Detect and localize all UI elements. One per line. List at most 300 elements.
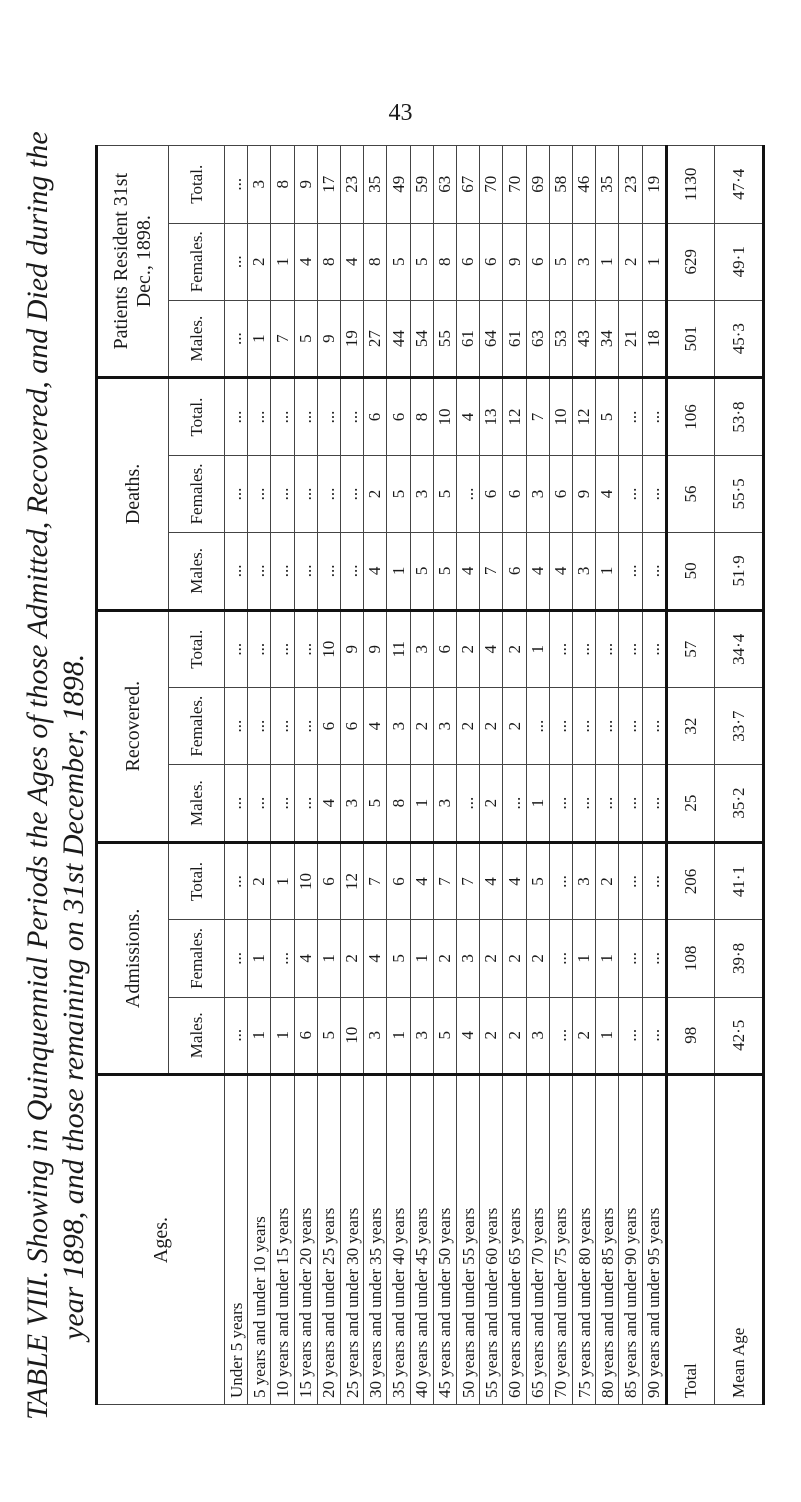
deaths-total-cell: 5: [596, 378, 619, 455]
admissions-females-cell: 1: [248, 920, 271, 997]
header-ages: Ages.: [97, 1075, 225, 1405]
admissions-females-cell: 1: [573, 920, 596, 997]
deaths-females-cell: 2: [364, 455, 387, 532]
resident-females-cell: 5: [549, 223, 572, 300]
recovered-total-cell: ...: [248, 610, 271, 687]
recovered-total-cell: 9: [341, 610, 364, 687]
resident-males-cell: 63: [526, 300, 549, 377]
mean-admissions-females: 39·8: [715, 920, 764, 997]
admissions-males-cell: 6: [294, 997, 317, 1074]
table-row: [248, 146, 271, 1405]
total-admissions-females: 108: [666, 920, 715, 997]
table-row: [549, 146, 572, 1405]
age-range-cell: 90 years and under 95 years: [642, 1075, 666, 1405]
deaths-females-cell: ...: [619, 455, 642, 532]
resident-total-cell: 23: [619, 146, 642, 224]
age-range-cell: 70 years and under 75 years: [549, 1075, 572, 1405]
admissions-females-cell: 2: [433, 920, 456, 997]
admissions-total-cell: ...: [225, 842, 248, 919]
mean-resident-males: 45·3: [715, 300, 764, 377]
deaths-males-cell: ...: [317, 533, 340, 610]
admissions-males-cell: ...: [549, 997, 572, 1074]
admissions-total-cell: 7: [457, 842, 480, 919]
table-row: [271, 146, 294, 1405]
deaths-total-cell: 12: [503, 378, 526, 455]
table-row: [433, 146, 456, 1405]
age-range-cell: Under 5 years: [225, 1075, 248, 1405]
resident-total-cell: 69: [526, 146, 549, 224]
resident-females-cell: 8: [364, 223, 387, 300]
admissions-males-cell: 2: [503, 997, 526, 1074]
mean-age-label: Mean Age: [715, 1075, 764, 1405]
admissions-total-cell: ...: [549, 842, 572, 919]
resident-males-cell: 18: [642, 300, 666, 377]
recovered-total-cell: ...: [549, 610, 572, 687]
total-admissions-total: 206: [666, 842, 715, 919]
table-row: [294, 146, 317, 1405]
recovered-males-cell: 1: [410, 765, 433, 842]
admissions-total-cell: 4: [410, 842, 433, 919]
resident-total-cell: 9: [294, 146, 317, 224]
resident-females-cell: 9: [503, 223, 526, 300]
table-row: [619, 146, 642, 1405]
resident-females-cell: 4: [341, 223, 364, 300]
subheader-females: Females.: [169, 687, 225, 764]
recovered-total-cell: ...: [573, 610, 596, 687]
recovered-females-cell: ...: [642, 687, 666, 764]
ages-table: [95, 145, 765, 1405]
subheader-males: Males.: [169, 997, 225, 1074]
resident-total-cell: 59: [410, 146, 433, 224]
admissions-males-cell: ...: [619, 997, 642, 1074]
table-row: [480, 146, 503, 1405]
deaths-females-cell: 6: [503, 455, 526, 532]
resident-males-cell: 5: [294, 300, 317, 377]
age-range-cell: 20 years and under 25 years: [317, 1075, 340, 1405]
deaths-total-cell: ...: [341, 378, 364, 455]
resident-females-cell: 2: [619, 223, 642, 300]
admissions-females-cell: 1: [317, 920, 340, 997]
deaths-females-cell: ...: [317, 455, 340, 532]
recovered-total-cell: ...: [642, 610, 666, 687]
deaths-females-cell: 3: [410, 455, 433, 532]
table-label: TABLE VIII.: [21, 1270, 54, 1420]
table-row: [526, 146, 549, 1405]
table-row: [573, 146, 596, 1405]
deaths-males-cell: 5: [410, 533, 433, 610]
recovered-males-cell: ...: [503, 765, 526, 842]
age-range-cell: 10 years and under 15 years: [271, 1075, 294, 1405]
admissions-females-cell: 1: [410, 920, 433, 997]
recovered-females-cell: 2: [503, 687, 526, 764]
resident-males-cell: 34: [596, 300, 619, 377]
admissions-females-cell: 2: [503, 920, 526, 997]
recovered-males-cell: ...: [642, 765, 666, 842]
recovered-total-cell: 6: [433, 610, 456, 687]
total-recovered-males: 25: [666, 765, 715, 842]
resident-females-cell: 1: [596, 223, 619, 300]
mean-admissions-males: 42·5: [715, 997, 764, 1074]
mean-resident-total: 47·4: [715, 146, 764, 224]
total-label: Total: [666, 1075, 715, 1405]
age-range-cell: 50 years and under 55 years: [457, 1075, 480, 1405]
header-resident: Patients Resident 31st Dec., 1898.: [97, 146, 169, 378]
resident-females-cell: 6: [526, 223, 549, 300]
admissions-males-cell: 3: [526, 997, 549, 1074]
admissions-males-cell: ...: [225, 997, 248, 1074]
resident-total-cell: 67: [457, 146, 480, 224]
recovered-total-cell: ...: [619, 610, 642, 687]
resident-total-cell: 46: [573, 146, 596, 224]
deaths-total-cell: ...: [248, 378, 271, 455]
deaths-females-cell: 5: [433, 455, 456, 532]
table-row: [596, 146, 619, 1405]
mean-deaths-total: 53·8: [715, 378, 764, 455]
total-deaths-total: 106: [666, 378, 715, 455]
age-range-cell: 35 years and under 40 years: [387, 1075, 410, 1405]
recovered-females-cell: ...: [526, 687, 549, 764]
subheader-females: Females.: [169, 920, 225, 997]
admissions-females-cell: ...: [271, 920, 294, 997]
resident-total-cell: 19: [642, 146, 666, 224]
mean-recovered-females: 33·7: [715, 687, 764, 764]
admissions-males-cell: 3: [410, 997, 433, 1074]
recovered-total-cell: ...: [271, 610, 294, 687]
resident-males-cell: 44: [387, 300, 410, 377]
recovered-males-cell: ...: [619, 765, 642, 842]
resident-total-cell: 70: [480, 146, 503, 224]
recovered-males-cell: ...: [596, 765, 619, 842]
admissions-total-cell: 7: [364, 842, 387, 919]
table-row: [317, 146, 340, 1405]
age-range-cell: 60 years and under 65 years: [503, 1075, 526, 1405]
recovered-total-cell: 2: [503, 610, 526, 687]
resident-males-cell: 21: [619, 300, 642, 377]
age-range-cell: 40 years and under 45 years: [410, 1075, 433, 1405]
admissions-males-cell: ...: [642, 997, 666, 1074]
deaths-females-cell: ...: [341, 455, 364, 532]
admissions-total-cell: 2: [596, 842, 619, 919]
admissions-total-cell: 6: [387, 842, 410, 919]
deaths-total-cell: 6: [364, 378, 387, 455]
deaths-total-cell: 4: [457, 378, 480, 455]
recovered-males-cell: 5: [364, 765, 387, 842]
admissions-females-cell: 5: [387, 920, 410, 997]
subheader-males: Males.: [169, 765, 225, 842]
recovered-total-cell: ...: [596, 610, 619, 687]
resident-males-cell: 43: [573, 300, 596, 377]
recovered-males-cell: ...: [573, 765, 596, 842]
deaths-females-cell: 6: [549, 455, 572, 532]
resident-total-cell: ...: [225, 146, 248, 224]
total-row: [666, 146, 715, 1405]
admissions-males-cell: 4: [457, 997, 480, 1074]
resident-females-cell: 8: [317, 223, 340, 300]
subheader-females: Females.: [169, 223, 225, 300]
recovered-females-cell: ...: [248, 687, 271, 764]
resident-total-cell: 70: [503, 146, 526, 224]
subheader-females: Females.: [169, 455, 225, 532]
resident-males-cell: 61: [457, 300, 480, 377]
deaths-males-cell: ...: [294, 533, 317, 610]
resident-total-cell: 8: [271, 146, 294, 224]
deaths-total-cell: 13: [480, 378, 503, 455]
admissions-total-cell: 6: [317, 842, 340, 919]
admissions-males-cell: 2: [573, 997, 596, 1074]
resident-total-cell: 35: [596, 146, 619, 224]
admissions-males-cell: 1: [271, 997, 294, 1074]
deaths-females-cell: 4: [596, 455, 619, 532]
total-deaths-males: 50: [666, 533, 715, 610]
admissions-females-cell: 1: [596, 920, 619, 997]
age-range-cell: 15 years and under 20 years: [294, 1075, 317, 1405]
age-range-cell: 55 years and under 60 years: [480, 1075, 503, 1405]
recovered-females-cell: ...: [619, 687, 642, 764]
resident-females-cell: 5: [387, 223, 410, 300]
admissions-females-cell: ...: [642, 920, 666, 997]
table-row: [503, 146, 526, 1405]
resident-males-cell: 64: [480, 300, 503, 377]
resident-total-cell: 58: [549, 146, 572, 224]
resident-males-cell: 55: [433, 300, 456, 377]
table-row: [457, 146, 480, 1405]
admissions-total-cell: 12: [341, 842, 364, 919]
age-range-cell: 85 years and under 90 years: [619, 1075, 642, 1405]
admissions-total-cell: 4: [503, 842, 526, 919]
header-recovered: Recovered.: [97, 610, 169, 842]
admissions-females-cell: ...: [549, 920, 572, 997]
recovered-males-cell: 4: [317, 765, 340, 842]
resident-females-cell: 8: [433, 223, 456, 300]
deaths-total-cell: ...: [317, 378, 340, 455]
deaths-females-cell: ...: [642, 455, 666, 532]
resident-total-cell: 63: [433, 146, 456, 224]
resident-males-cell: 9: [317, 300, 340, 377]
age-range-cell: 30 years and under 35 years: [364, 1075, 387, 1405]
recovered-males-cell: 2: [480, 765, 503, 842]
resident-females-cell: 1: [271, 223, 294, 300]
recovered-males-cell: 3: [433, 765, 456, 842]
deaths-total-cell: 7: [526, 378, 549, 455]
admissions-females-cell: ...: [619, 920, 642, 997]
resident-males-cell: 61: [503, 300, 526, 377]
total-resident-total: 1130: [666, 146, 715, 224]
age-range-cell: 5 years and under 10 years: [248, 1075, 271, 1405]
mean-recovered-males: 35·2: [715, 765, 764, 842]
mean-deaths-females: 55·5: [715, 455, 764, 532]
admissions-males-cell: 1: [248, 997, 271, 1074]
deaths-males-cell: ...: [225, 533, 248, 610]
deaths-females-cell: ...: [457, 455, 480, 532]
table-row: [410, 146, 433, 1405]
mean-recovered-total: 34·4: [715, 610, 764, 687]
resident-total-cell: 3: [248, 146, 271, 224]
resident-total-cell: 35: [364, 146, 387, 224]
resident-females-cell: ...: [225, 223, 248, 300]
deaths-total-cell: ...: [294, 378, 317, 455]
total-resident-males: 501: [666, 300, 715, 377]
deaths-females-cell: 3: [526, 455, 549, 532]
deaths-total-cell: ...: [642, 378, 666, 455]
resident-females-cell: 6: [480, 223, 503, 300]
total-deaths-females: 56: [666, 455, 715, 532]
admissions-females-cell: 2: [480, 920, 503, 997]
title-line-1: Showing in Quinquennial Periods the Ages of those Admitted, Recovered, and Died during the: [21, 131, 54, 1264]
admissions-females-cell: 3: [457, 920, 480, 997]
deaths-males-cell: ...: [619, 533, 642, 610]
age-range-cell: 65 years and under 70 years: [526, 1075, 549, 1405]
recovered-females-cell: ...: [549, 687, 572, 764]
recovered-males-cell: ...: [248, 765, 271, 842]
table-row: [225, 146, 248, 1405]
deaths-total-cell: ...: [225, 378, 248, 455]
recovered-males-cell: ...: [271, 765, 294, 842]
subheader-total: Total.: [169, 146, 225, 224]
admissions-total-cell: ...: [619, 842, 642, 919]
admissions-total-cell: ...: [642, 842, 666, 919]
resident-males-cell: 19: [341, 300, 364, 377]
header-admissions: Admissions.: [97, 842, 169, 1074]
deaths-total-cell: ...: [619, 378, 642, 455]
deaths-females-cell: ...: [271, 455, 294, 532]
recovered-males-cell: 3: [341, 765, 364, 842]
resident-females-cell: 3: [573, 223, 596, 300]
recovered-females-cell: ...: [596, 687, 619, 764]
resident-total-cell: 49: [387, 146, 410, 224]
recovered-total-cell: 11: [387, 610, 410, 687]
deaths-females-cell: ...: [294, 455, 317, 532]
deaths-males-cell: 6: [503, 533, 526, 610]
recovered-total-cell: 9: [364, 610, 387, 687]
recovered-total-cell: 2: [457, 610, 480, 687]
deaths-males-cell: 3: [573, 533, 596, 610]
admissions-females-cell: 2: [341, 920, 364, 997]
resident-males-cell: 7: [271, 300, 294, 377]
subheader-total: Total.: [169, 842, 225, 919]
deaths-females-cell: 5: [387, 455, 410, 532]
admissions-males-cell: 5: [433, 997, 456, 1074]
recovered-females-cell: 6: [317, 687, 340, 764]
resident-females-cell: 1: [642, 223, 666, 300]
recovered-males-cell: ...: [549, 765, 572, 842]
deaths-total-cell: ...: [271, 378, 294, 455]
age-range-cell: 25 years and under 30 years: [341, 1075, 364, 1405]
recovered-males-cell: ...: [457, 765, 480, 842]
recovered-total-cell: 3: [410, 610, 433, 687]
subheader-total: Total.: [169, 378, 225, 455]
deaths-males-cell: 5: [433, 533, 456, 610]
deaths-total-cell: 8: [410, 378, 433, 455]
resident-total-cell: 23: [341, 146, 364, 224]
deaths-males-cell: 1: [387, 533, 410, 610]
recovered-males-cell: ...: [294, 765, 317, 842]
age-range-cell: 45 years and under 50 years: [433, 1075, 456, 1405]
recovered-total-cell: 1: [526, 610, 549, 687]
recovered-females-cell: 6: [341, 687, 364, 764]
deaths-males-cell: ...: [271, 533, 294, 610]
recovered-total-cell: ...: [225, 610, 248, 687]
total-admissions-males: 98: [666, 997, 715, 1074]
admissions-males-cell: 3: [364, 997, 387, 1074]
recovered-females-cell: 3: [433, 687, 456, 764]
admissions-total-cell: 4: [480, 842, 503, 919]
page-number: 43: [388, 100, 413, 126]
deaths-males-cell: 7: [480, 533, 503, 610]
table-row: [341, 146, 364, 1405]
deaths-males-cell: 4: [364, 533, 387, 610]
deaths-males-cell: 4: [526, 533, 549, 610]
deaths-males-cell: 4: [549, 533, 572, 610]
total-resident-females: 629: [666, 223, 715, 300]
resident-males-cell: 54: [410, 300, 433, 377]
table-row: [387, 146, 410, 1405]
recovered-males-cell: 8: [387, 765, 410, 842]
recovered-females-cell: 2: [410, 687, 433, 764]
deaths-males-cell: ...: [642, 533, 666, 610]
admissions-females-cell: 2: [526, 920, 549, 997]
deaths-total-cell: 10: [433, 378, 456, 455]
admissions-males-cell: 10: [341, 997, 364, 1074]
recovered-males-cell: ...: [225, 765, 248, 842]
deaths-males-cell: ...: [248, 533, 271, 610]
admissions-total-cell: 10: [294, 842, 317, 919]
deaths-females-cell: 6: [480, 455, 503, 532]
age-range-cell: 80 years and under 85 years: [596, 1075, 619, 1405]
deaths-females-cell: ...: [225, 455, 248, 532]
deaths-males-cell: 4: [457, 533, 480, 610]
resident-females-cell: 5: [410, 223, 433, 300]
recovered-females-cell: ...: [271, 687, 294, 764]
resident-females-cell: 6: [457, 223, 480, 300]
recovered-females-cell: ...: [294, 687, 317, 764]
resident-males-cell: ...: [225, 300, 248, 377]
deaths-females-cell: 9: [573, 455, 596, 532]
recovered-females-cell: ...: [225, 687, 248, 764]
subheader-total: Total.: [169, 610, 225, 687]
mean-admissions-total: 41·1: [715, 842, 764, 919]
title-line-2: year 1898, and those remaining on 31st December, 1898.: [57, 653, 90, 1340]
admissions-females-cell: 4: [364, 920, 387, 997]
admissions-males-cell: 5: [317, 997, 340, 1074]
admissions-total-cell: 5: [526, 842, 549, 919]
total-recovered-total: 57: [666, 610, 715, 687]
deaths-total-cell: 10: [549, 378, 572, 455]
admissions-males-cell: 1: [596, 997, 619, 1074]
resident-females-cell: 4: [294, 223, 317, 300]
resident-males-cell: 27: [364, 300, 387, 377]
age-range-cell: 75 years and under 80 years: [573, 1075, 596, 1405]
header-deaths: Deaths.: [97, 378, 169, 610]
admissions-total-cell: 7: [433, 842, 456, 919]
recovered-females-cell: 2: [457, 687, 480, 764]
recovered-males-cell: 1: [526, 765, 549, 842]
deaths-total-cell: 6: [387, 378, 410, 455]
admissions-total-cell: 1: [271, 842, 294, 919]
admissions-females-cell: 4: [294, 920, 317, 997]
table-row: [642, 146, 666, 1405]
recovered-females-cell: 3: [387, 687, 410, 764]
mean-resident-females: 49·1: [715, 223, 764, 300]
admissions-females-cell: ...: [225, 920, 248, 997]
recovered-total-cell: 10: [317, 610, 340, 687]
admissions-total-cell: 3: [573, 842, 596, 919]
table-row: [364, 146, 387, 1405]
deaths-females-cell: ...: [248, 455, 271, 532]
table-title: [20, 80, 100, 1420]
mean-deaths-males: 51·9: [715, 533, 764, 610]
deaths-males-cell: 1: [596, 533, 619, 610]
subheader-males: Males.: [169, 300, 225, 377]
